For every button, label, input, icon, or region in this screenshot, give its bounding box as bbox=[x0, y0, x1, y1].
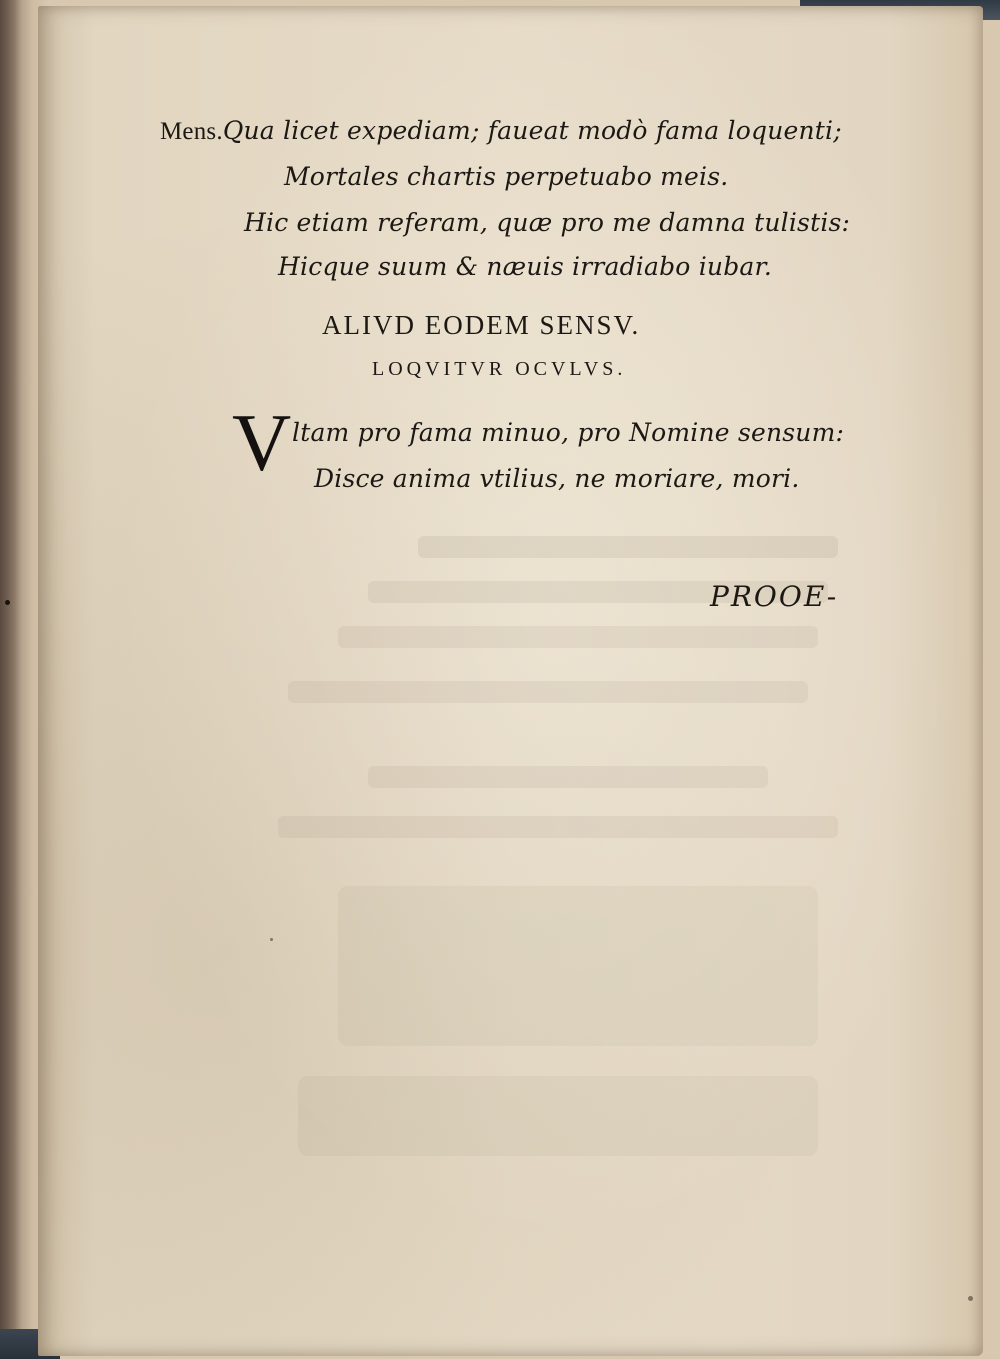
poem-line: Hicque suum & næuis irradiabo iubar. bbox=[278, 252, 773, 281]
section-subheading: LOQVITVR OCVLVS. bbox=[372, 358, 627, 380]
verse-text: Qua licet expediam; faueat modò fama loquenti; bbox=[222, 116, 842, 145]
poem-line: Disce anima vtilius, ne moriare, mori. bbox=[314, 464, 800, 493]
bleed-through-mark bbox=[338, 626, 818, 648]
bleed-through-mark bbox=[288, 681, 808, 703]
paper-leaf bbox=[38, 6, 983, 1356]
bleed-through-mark bbox=[338, 886, 818, 1046]
catchword: PROOE- bbox=[710, 580, 839, 613]
bleed-through-mark bbox=[368, 766, 768, 788]
paper-speck bbox=[968, 1296, 973, 1301]
bleed-through-mark bbox=[278, 816, 838, 838]
bleed-through-mark bbox=[298, 1076, 818, 1156]
speaker-label: Mens. bbox=[160, 118, 223, 145]
bleed-through-mark bbox=[418, 536, 838, 558]
section-heading: ALIVD EODEM SENSV. bbox=[322, 310, 641, 340]
poem-line: Hic etiam referam, quæ pro me damna tulistis: bbox=[244, 208, 851, 237]
poem-line: ltam pro fama minuo, pro Nomine sensum: bbox=[292, 418, 845, 447]
drop-capital: V bbox=[232, 397, 292, 488]
paper-speck bbox=[270, 938, 273, 941]
poem-line bbox=[160, 116, 842, 146]
paper-speck bbox=[5, 600, 10, 605]
poem-line: Mortales chartis perpetuabo meis. bbox=[284, 162, 729, 191]
